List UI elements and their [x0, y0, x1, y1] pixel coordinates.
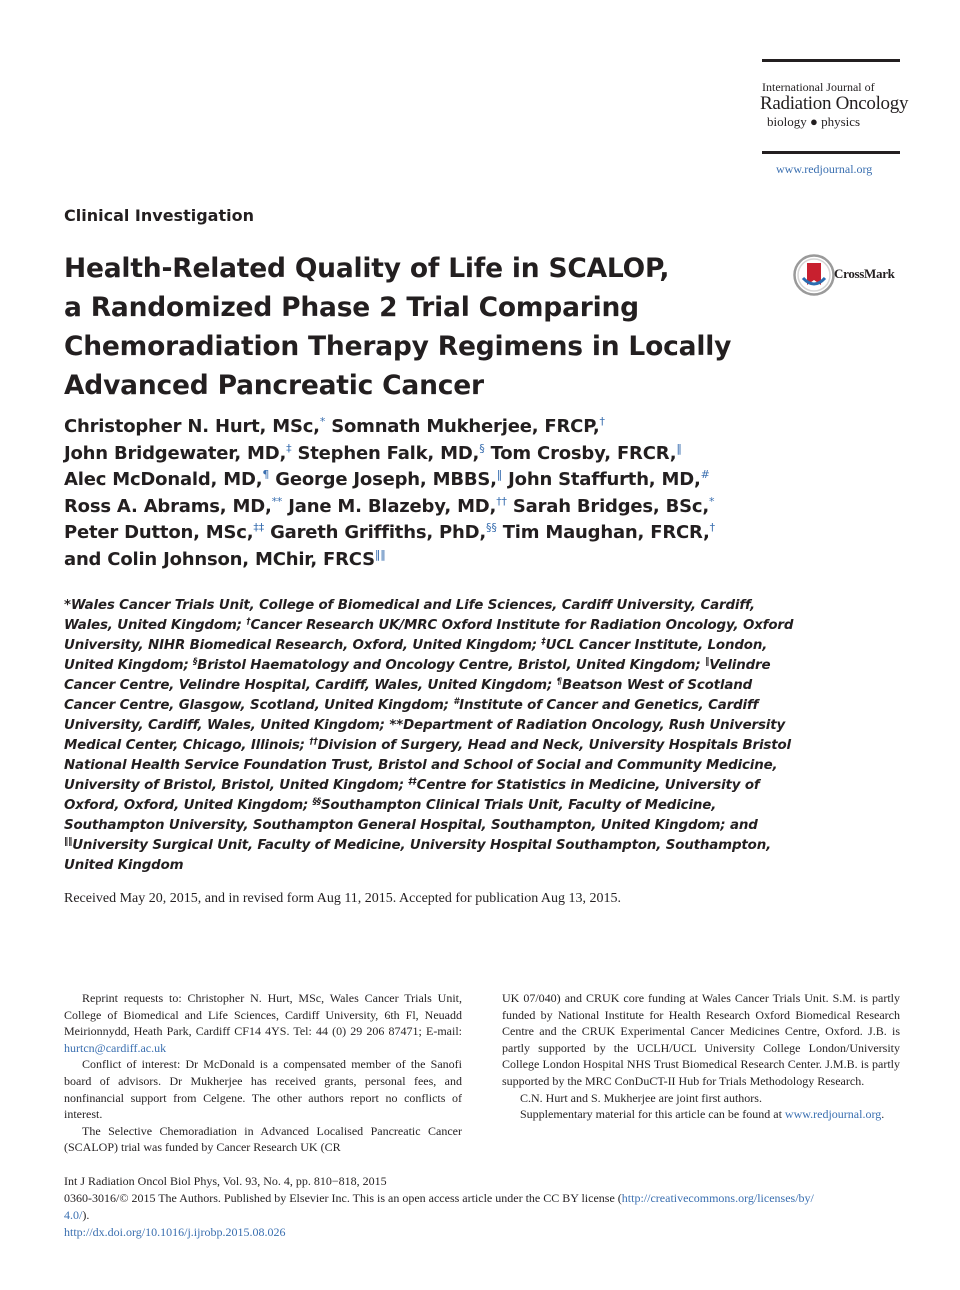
affiliation-mark: ‡‡	[408, 777, 417, 787]
affiliation-line	[64, 736, 791, 756]
email-link[interactable]: hurtcn@cardiff.ac.uk	[64, 1040, 167, 1055]
author-affil-mark[interactable]: §	[479, 441, 485, 455]
affiliation-line	[64, 636, 768, 656]
funding-continued: UK 07/040) and CRUK core funding at Wales Cancer Trials Unit. S.M. is partly funded by National Institute for Health Research Oxford Biomedical Research Centre and the CRUK Experimental Cancer Medicines Centre, Oxford. J.B. is partly supported by the UCLH/UCL University College London/University College London Hospital NHS Trust Biomedical Research Center. J.M.B. is partly supported by the MRC ConDuCT-II Hub for Trials Methodology Research.	[502, 991, 900, 1088]
author-name: and Colin Johnson, MChir, FRCS	[64, 548, 375, 570]
author-name: Peter Dutton, MSc,	[64, 522, 254, 543]
affiliation-line	[64, 796, 760, 816]
author-name: Somnath Mukherjee, FRCP,	[325, 416, 600, 437]
affiliation-line	[64, 676, 760, 696]
affiliation-text: Bristol Haematology and Oncology Centre, Bristol, United Kingdom;	[197, 658, 706, 673]
affiliation-text: University of Bristol, Bristol, United Kingdom;	[64, 778, 409, 793]
affiliation-text: Cancer Centre, Glasgow, Scotland, United Kingdom;	[64, 698, 454, 713]
author-affil-mark[interactable]: ††	[496, 494, 507, 508]
author-affil-mark[interactable]: †	[599, 415, 605, 428]
journal-rule-bottom	[762, 151, 900, 154]
affiliation-mark: ††	[309, 737, 318, 747]
author-line	[64, 494, 784, 521]
author-name: Jane M. Blazeby, MD,	[282, 495, 497, 517]
section-label: Clinical Investigation	[64, 206, 254, 225]
affiliation-text: Division of Surgery, Head and Neck, University Hospitals Bristol	[317, 738, 791, 753]
author-affil-mark[interactable]: ‡	[286, 441, 292, 455]
affiliation-line	[64, 836, 772, 856]
author-line	[64, 520, 784, 547]
journal-name-line3: biology ● physics	[767, 114, 861, 129]
affiliation-text: University Surgical Unit, Faculty of Medicine, University Hospital Southampton, Southampton,	[72, 838, 772, 853]
author-affil-mark[interactable]: §§	[486, 521, 497, 534]
affiliation-text: Velindre	[709, 658, 771, 673]
author-affil-mark[interactable]: ¶	[262, 468, 270, 481]
affiliation-text: Oxford, Oxford, United Kingdom;	[64, 798, 313, 813]
reprint-text: Reprint requests to: Christopher N. Hurt, MSc, Wales Cancer Trials Unit, College of Biomedical and Life Sciences, Cardiff University, 6th Fl, Neuadd Meirionnydd, Heath Park, Cardiff CF14 4YS. Tel: 44 (0) 29 206 87471; E-mail:	[64, 991, 462, 1039]
footnote-column-left	[64, 990, 462, 1156]
affiliation-line	[64, 716, 786, 736]
affiliation-text: Institute of Cancer and Genetics, Cardiff	[459, 698, 759, 713]
affiliation-mark: ‖	[705, 657, 710, 667]
affiliation-line	[64, 816, 760, 836]
copyright-text: 0360-3016/© 2015 The Authors. Published by Elsevier Inc. This is an open access article under the CC BY license (	[64, 1191, 622, 1205]
affiliation-mark: §§	[312, 797, 321, 807]
affiliation-text: *Wales Cancer Trials Unit, College of Biomedical and Life Sciences, Cardiff University, Cardiff,	[64, 598, 755, 613]
author-affil-mark[interactable]: #	[700, 468, 710, 481]
footnote-column-right	[502, 990, 900, 1123]
doi-link[interactable]: http://dx.doi.org/10.1016/j.ijrobp.2015.08.026	[64, 1225, 286, 1239]
author-affil-mark[interactable]: ‖	[676, 441, 682, 455]
title-line: a Randomized Phase 2 Trial Comparing	[64, 292, 639, 323]
page-footer	[64, 1173, 900, 1241]
author-affil-mark[interactable]: ‡‡	[253, 521, 264, 534]
journal-name-line2: Radiation Oncology	[760, 93, 909, 114]
author-name: George Joseph, MBBS,	[269, 469, 497, 490]
joint-authors-note: C.N. Hurt and S. Mukherjee are joint first authors.	[520, 1090, 762, 1105]
affiliation-line	[64, 776, 760, 796]
affiliation-list	[64, 596, 794, 876]
affiliation-text: University, Cardiff, Wales, United Kingdom; **Department of Radiation Oncology, Rush University	[64, 718, 786, 733]
journal-rule-top	[762, 59, 900, 62]
affiliation-text: Cancer Centre, Velindre Hospital, Cardiff, Wales, United Kingdom;	[64, 678, 557, 693]
author-line	[64, 547, 784, 574]
affiliation-mark: ¶	[556, 677, 562, 687]
author-list	[64, 414, 784, 573]
author-affil-mark[interactable]: ‖	[496, 468, 503, 481]
author-name: John Staffurth, MD,	[502, 469, 701, 490]
affiliation-text: Medical Center, Chicago, Illinois;	[64, 738, 310, 753]
copyright-line	[64, 1190, 900, 1207]
affiliation-text: United Kingdom;	[64, 658, 194, 673]
affiliation-text: UCL Cancer Institute, London,	[545, 638, 768, 653]
affiliation-text: University, NIHR Biomedical Research, Oxford, United Kingdom;	[64, 638, 542, 653]
author-name: Christopher N. Hurt, MSc,	[64, 416, 320, 437]
title-line: Advanced Pancreatic Cancer	[64, 370, 484, 401]
affiliation-line	[64, 656, 771, 676]
affiliation-text: United Kingdom	[64, 858, 184, 873]
citation: Int J Radiation Oncol Biol Phys, Vol. 93, No. 4, pp. 810−818, 2015	[64, 1174, 387, 1188]
supplementary-end: .	[881, 1107, 885, 1122]
affiliation-text: Southampton Clinical Trials Unit, Faculty of Medicine,	[320, 798, 717, 813]
affiliation-text: National Health Service Foundation Trust, Bristol and School of Social and Community Medicine,	[64, 758, 778, 773]
affiliation-line	[64, 616, 794, 636]
license-end: ).	[82, 1208, 90, 1222]
affiliation-mark: #	[453, 697, 460, 707]
author-line	[64, 414, 784, 441]
affiliation-text: Beatson West of Scotland	[561, 678, 753, 693]
conflict-of-interest: Conflict of interest: Dr McDonald is a compensated member of the Sanofi board of advisors. Dr Mukherjee has received grants, personal fees, and nonfinancial support from Celgene. The other authors report no conflicts of interest.	[64, 1057, 462, 1122]
received-dates: Received May 20, 2015, and in revised form Aug 11, 2015. Accepted for publication Aug 13, 2015.	[64, 891, 622, 906]
affiliation-mark: ‡	[541, 637, 546, 647]
author-name: Gareth Griffiths, PhD,	[264, 522, 487, 543]
reprint-requests	[64, 990, 462, 1056]
affiliation-line	[64, 756, 778, 776]
author-name: Tom Crosby, FRCR,	[484, 442, 677, 464]
copyright-line-cont	[64, 1207, 900, 1224]
title-line: Health-Related Quality of Life in SCALOP,	[64, 253, 670, 284]
affiliation-mark: †	[246, 617, 251, 627]
title-line: Chemoradiation Therapy Regimens in Locally	[64, 331, 732, 362]
affiliation-mark: ‖‖	[64, 837, 73, 847]
author-line	[64, 467, 784, 494]
affiliation-line	[64, 696, 760, 716]
author-affil-mark[interactable]: ‖‖	[374, 547, 386, 561]
supplementary-text: Supplementary material for this article can be found at	[520, 1107, 785, 1122]
article-title	[64, 249, 754, 405]
affiliation-text: Centre for Statistics in Medicine, University of	[416, 778, 760, 793]
author-affil-mark[interactable]: *	[319, 415, 326, 428]
crossmark-icon	[793, 254, 835, 296]
author-affil-mark[interactable]: †	[709, 521, 715, 534]
license-link[interactable]: http://creativecommons.org/licenses/by/	[621, 1191, 814, 1205]
affiliation-text: Wales, United Kingdom;	[64, 618, 247, 633]
supplementary-note	[502, 1106, 900, 1123]
affiliation-text: Cancer Research UK/MRC Oxford Institute for Radiation Oncology, Oxford	[250, 618, 794, 633]
journal-url-link[interactable]: www.redjournal.org	[776, 162, 873, 176]
author-affil-mark[interactable]: *	[709, 494, 715, 508]
author-line	[64, 441, 784, 468]
affiliation-mark: §	[193, 657, 198, 667]
affiliation-text: Southampton University, Southampton General Hospital, Southampton, United Kingdom; and	[64, 818, 758, 833]
funding-statement: The Selective Chemoradiation in Advanced Localised Pancreatic Cancer (SCALOP) trial was funded by Cancer Research UK (CR	[64, 1123, 462, 1155]
author-name: Tim Maughan, FRCR,	[496, 522, 710, 543]
affiliation-line	[64, 596, 760, 616]
affiliation-line	[64, 856, 760, 876]
author-name: Alec McDonald, MD,	[64, 469, 263, 490]
author-name: Stephen Falk, MD,	[291, 442, 480, 464]
author-name: John Bridgewater, MD,	[64, 442, 287, 464]
license-link-cont[interactable]: 4.0/	[64, 1208, 83, 1222]
author-affil-mark[interactable]: **	[271, 494, 283, 508]
journal-name-line1: International Journal of	[762, 80, 875, 94]
author-name: Ross A. Abrams, MD,	[64, 495, 272, 517]
supplementary-link[interactable]: www.redjournal.org	[784, 1107, 882, 1122]
author-name: Sarah Bridges, BSc,	[506, 495, 710, 517]
crossmark-label: CrossMark	[834, 266, 895, 281]
